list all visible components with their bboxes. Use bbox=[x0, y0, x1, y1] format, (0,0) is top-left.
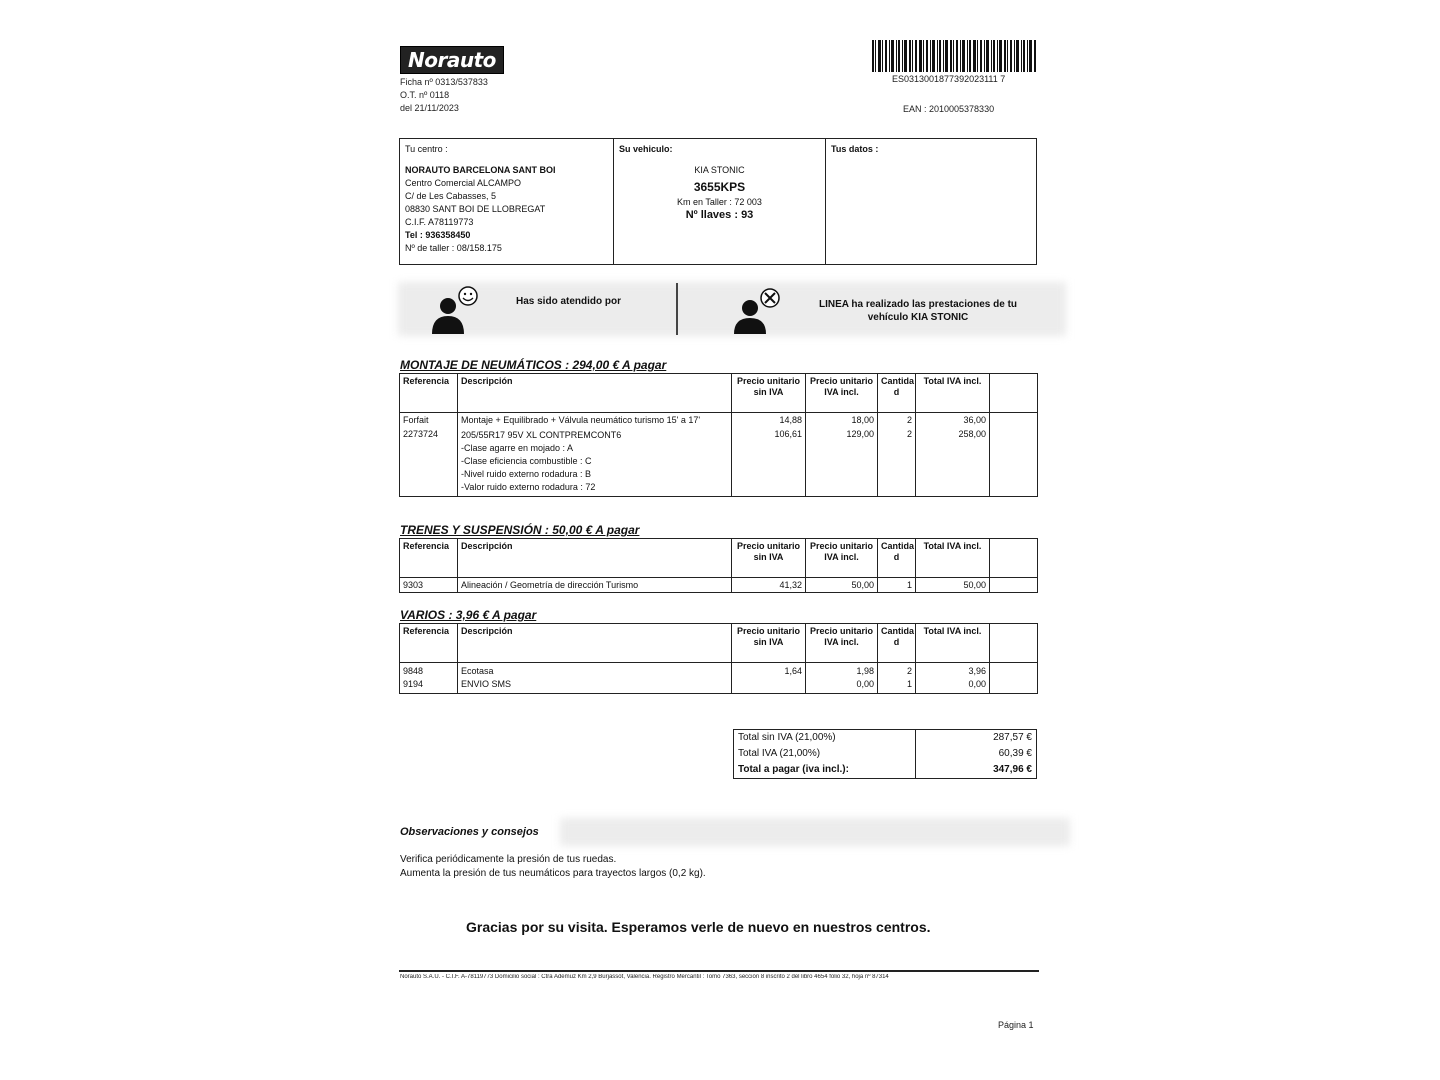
ref-value: 9194 bbox=[403, 679, 424, 689]
varios-table bbox=[399, 623, 1038, 694]
row-total: 258,00 bbox=[916, 427, 990, 497]
ean-code: EAN : 2010005378330 bbox=[903, 104, 995, 114]
table-row bbox=[400, 427, 1038, 497]
performed-by-text: LINEA ha realizado las prestaciones de tu vehículo KIA STONIC bbox=[818, 299, 1018, 323]
license-plate: 3655KPS bbox=[693, 180, 746, 194]
col-total: Total IVA incl. bbox=[916, 624, 990, 663]
legal-text: Norauto S.A.U. - C.I.F. A-78119773 Domicilio social : Ctra Ademuz Km 2,9 Burjassot, Valencia. Registro Mercantil : Tomo 7363, sección 8 inscrito 2 del libro 4654 folio 32, hoja nº 87314 bbox=[400, 974, 889, 980]
col-pu-sin-iva: Precio unitario sin IVA bbox=[732, 374, 806, 413]
col-qty: Cantida d bbox=[878, 624, 916, 663]
row-total bbox=[916, 663, 990, 694]
row-pu-con: 129,00 bbox=[806, 427, 878, 497]
total-pagar-label: Total a pagar (iva incl.): bbox=[738, 764, 849, 775]
attended-by-text: Has sido atendido por bbox=[516, 296, 622, 307]
tyre-name: 205/55R17 95V XL CONTPREMCONT6 bbox=[461, 430, 622, 440]
col-total: Total IVA incl. bbox=[916, 374, 990, 413]
col-total: Total IVA incl. bbox=[916, 539, 990, 578]
row-blank bbox=[990, 427, 1038, 497]
datos-label: Tus datos : bbox=[831, 144, 879, 154]
totals-row bbox=[734, 762, 1037, 779]
table-header bbox=[400, 539, 1038, 578]
col-qty: Cantida d bbox=[878, 539, 916, 578]
pu-con-value: 0,00 bbox=[856, 679, 874, 689]
row-total: 50,00 bbox=[916, 578, 990, 593]
row-qty: 2 bbox=[878, 427, 916, 497]
table-row bbox=[400, 663, 1038, 694]
header-meta bbox=[400, 76, 488, 115]
col-pu-sin-iva: Precio unitario sin IVA bbox=[732, 624, 806, 663]
totals-table bbox=[733, 729, 1037, 779]
row-pu-con bbox=[806, 663, 878, 694]
row-ref: 9303 bbox=[400, 578, 458, 593]
section-title-varios: VARIOS : 3,96 € A pagar bbox=[400, 608, 537, 622]
row-desc bbox=[458, 663, 732, 694]
table-row bbox=[400, 413, 1038, 428]
total-sin-iva-label: Total sin IVA (21,00%) bbox=[738, 732, 836, 743]
desc-value: Ecotasa bbox=[461, 666, 494, 676]
col-blank bbox=[990, 624, 1038, 663]
vehiculo-block bbox=[614, 139, 826, 264]
section-title-trenes: TRENES Y SUSPENSIÓN : 50,00 € A pagar bbox=[400, 523, 640, 537]
col-desc: Descripción bbox=[458, 374, 732, 413]
total-iva-value: 60,39 € bbox=[916, 746, 1037, 762]
row-desc bbox=[458, 427, 732, 497]
tyre-detail: -Clase eficiencia combustible : C bbox=[461, 456, 592, 466]
col-pu-sin-iva: Precio unitario sin IVA bbox=[732, 539, 806, 578]
footer-divider bbox=[399, 970, 1039, 972]
total-value: 3,96 bbox=[968, 666, 986, 676]
total-iva-label: Total IVA (21,00%) bbox=[738, 748, 821, 759]
row-desc: Alineación / Geometría de dirección Turismo bbox=[458, 578, 732, 593]
col-ref: Referencia bbox=[400, 374, 458, 413]
col-pu-iva: Precio unitario IVA incl. bbox=[806, 624, 878, 663]
vehiculo-label: Su vehiculo: bbox=[619, 144, 673, 154]
row-pu-sin: 41,32 bbox=[732, 578, 806, 593]
totals-row bbox=[734, 730, 1037, 747]
vehicle-model: KIA STONIC bbox=[694, 165, 745, 175]
centro-line: 08830 SANT BOI DE LLOBREGAT bbox=[405, 204, 546, 214]
row-qty: 2 bbox=[878, 413, 916, 428]
col-blank bbox=[990, 374, 1038, 413]
col-qty: Cantida d bbox=[878, 374, 916, 413]
page-number: Página 1 bbox=[998, 1020, 1034, 1030]
tyre-detail: -Nivel ruido externo rodadura : B bbox=[461, 469, 592, 479]
total-sin-iva-value: 287,57 € bbox=[916, 730, 1037, 747]
ot-number: O.T. nº 0118 bbox=[400, 90, 450, 100]
row-qty: 1 bbox=[878, 578, 916, 593]
ref-value: 9848 bbox=[403, 666, 424, 676]
keys-number: Nº llaves : 93 bbox=[685, 209, 754, 221]
tyre-detail: -Clase agarre en mojado : A bbox=[461, 443, 574, 453]
total-pagar-value: 347,96 € bbox=[916, 762, 1037, 779]
col-pu-iva: Precio unitario IVA incl. bbox=[806, 374, 878, 413]
qty-value: 2 bbox=[906, 666, 912, 676]
qty-value: 1 bbox=[906, 679, 912, 689]
totals-row bbox=[734, 746, 1037, 762]
person-tools-icon bbox=[730, 286, 786, 336]
pu-sin-value: 1,64 bbox=[784, 666, 802, 676]
row-total: 36,00 bbox=[916, 413, 990, 428]
row-pu-con: 50,00 bbox=[806, 578, 878, 593]
centro-tel: Tel : 936358450 bbox=[405, 230, 471, 240]
datos-block bbox=[826, 139, 1036, 264]
col-desc: Descripción bbox=[458, 624, 732, 663]
row-pu-sin: 106,61 bbox=[732, 427, 806, 497]
row-blank bbox=[990, 578, 1038, 593]
norauto-logo: Norauto bbox=[400, 46, 504, 74]
tyre-detail: -Valor ruido externo rodadura : 72 bbox=[461, 482, 596, 492]
total-value: 0,00 bbox=[968, 679, 986, 689]
row-desc: Montaje + Equilibrado + Válvula neumático turismo 15' a 17' bbox=[458, 413, 732, 428]
row-ref: 2273724 bbox=[400, 427, 458, 497]
person-smile-icon bbox=[428, 286, 484, 336]
thanks-message: Gracias por su visita. Esperamos verle de nuevo en nuestros centros. bbox=[466, 919, 931, 935]
centro-line: Centro Comercial ALCAMPO bbox=[405, 178, 522, 188]
barcode-text: ES0313001877392023111 7 bbox=[892, 74, 1006, 84]
row-blank bbox=[990, 413, 1038, 428]
attention-divider bbox=[676, 283, 678, 335]
col-desc: Descripción bbox=[458, 539, 732, 578]
table-header bbox=[400, 624, 1038, 663]
invoice-date: del 21/11/2023 bbox=[400, 103, 459, 113]
col-ref: Referencia bbox=[400, 624, 458, 663]
neumaticos-table bbox=[399, 373, 1038, 497]
observations-text bbox=[400, 853, 706, 881]
col-blank bbox=[990, 539, 1038, 578]
row-ref: Forfait bbox=[400, 413, 458, 428]
observation-line: Aumenta la presión de tus neumáticos para trayectos largos (0,2 kg). bbox=[400, 868, 706, 879]
section-title-neumaticos: MONTAJE DE NEUMÁTICOS : 294,00 € A pagar bbox=[400, 358, 667, 372]
trenes-table bbox=[399, 538, 1038, 593]
ficha-number: Ficha nº 0313/537833 bbox=[400, 77, 488, 87]
row-pu-sin: 14,88 bbox=[732, 413, 806, 428]
observations-title: Observaciones y consejos bbox=[400, 826, 539, 838]
centro-name: NORAUTO BARCELONA SANT BOI bbox=[405, 165, 556, 175]
col-ref: Referencia bbox=[400, 539, 458, 578]
row-pu-con: 18,00 bbox=[806, 413, 878, 428]
centro-block bbox=[400, 139, 614, 264]
vehicle-km: Km en Taller : 72 003 bbox=[677, 197, 762, 207]
row-pu-sin bbox=[732, 663, 806, 694]
row-ref bbox=[400, 663, 458, 694]
pu-con-value: 1,98 bbox=[856, 666, 874, 676]
info-box bbox=[399, 138, 1037, 265]
centro-label: Tu centro : bbox=[405, 144, 448, 154]
table-header bbox=[400, 374, 1038, 413]
row-qty bbox=[878, 663, 916, 694]
centro-taller: Nº de taller : 08/158.175 bbox=[405, 243, 502, 253]
centro-cif: C.I.F. A78119773 bbox=[405, 217, 474, 227]
row-blank bbox=[990, 663, 1038, 694]
desc-value: ENVIO SMS bbox=[461, 679, 512, 689]
table-row bbox=[400, 578, 1038, 593]
col-pu-iva: Precio unitario IVA incl. bbox=[806, 539, 878, 578]
redacted-area bbox=[560, 818, 1070, 846]
barcode bbox=[872, 40, 1036, 72]
centro-line: C/ de Les Cabasses, 5 bbox=[405, 191, 497, 201]
observation-line: Verifica periódicamente la presión de tus ruedas. bbox=[400, 854, 617, 865]
